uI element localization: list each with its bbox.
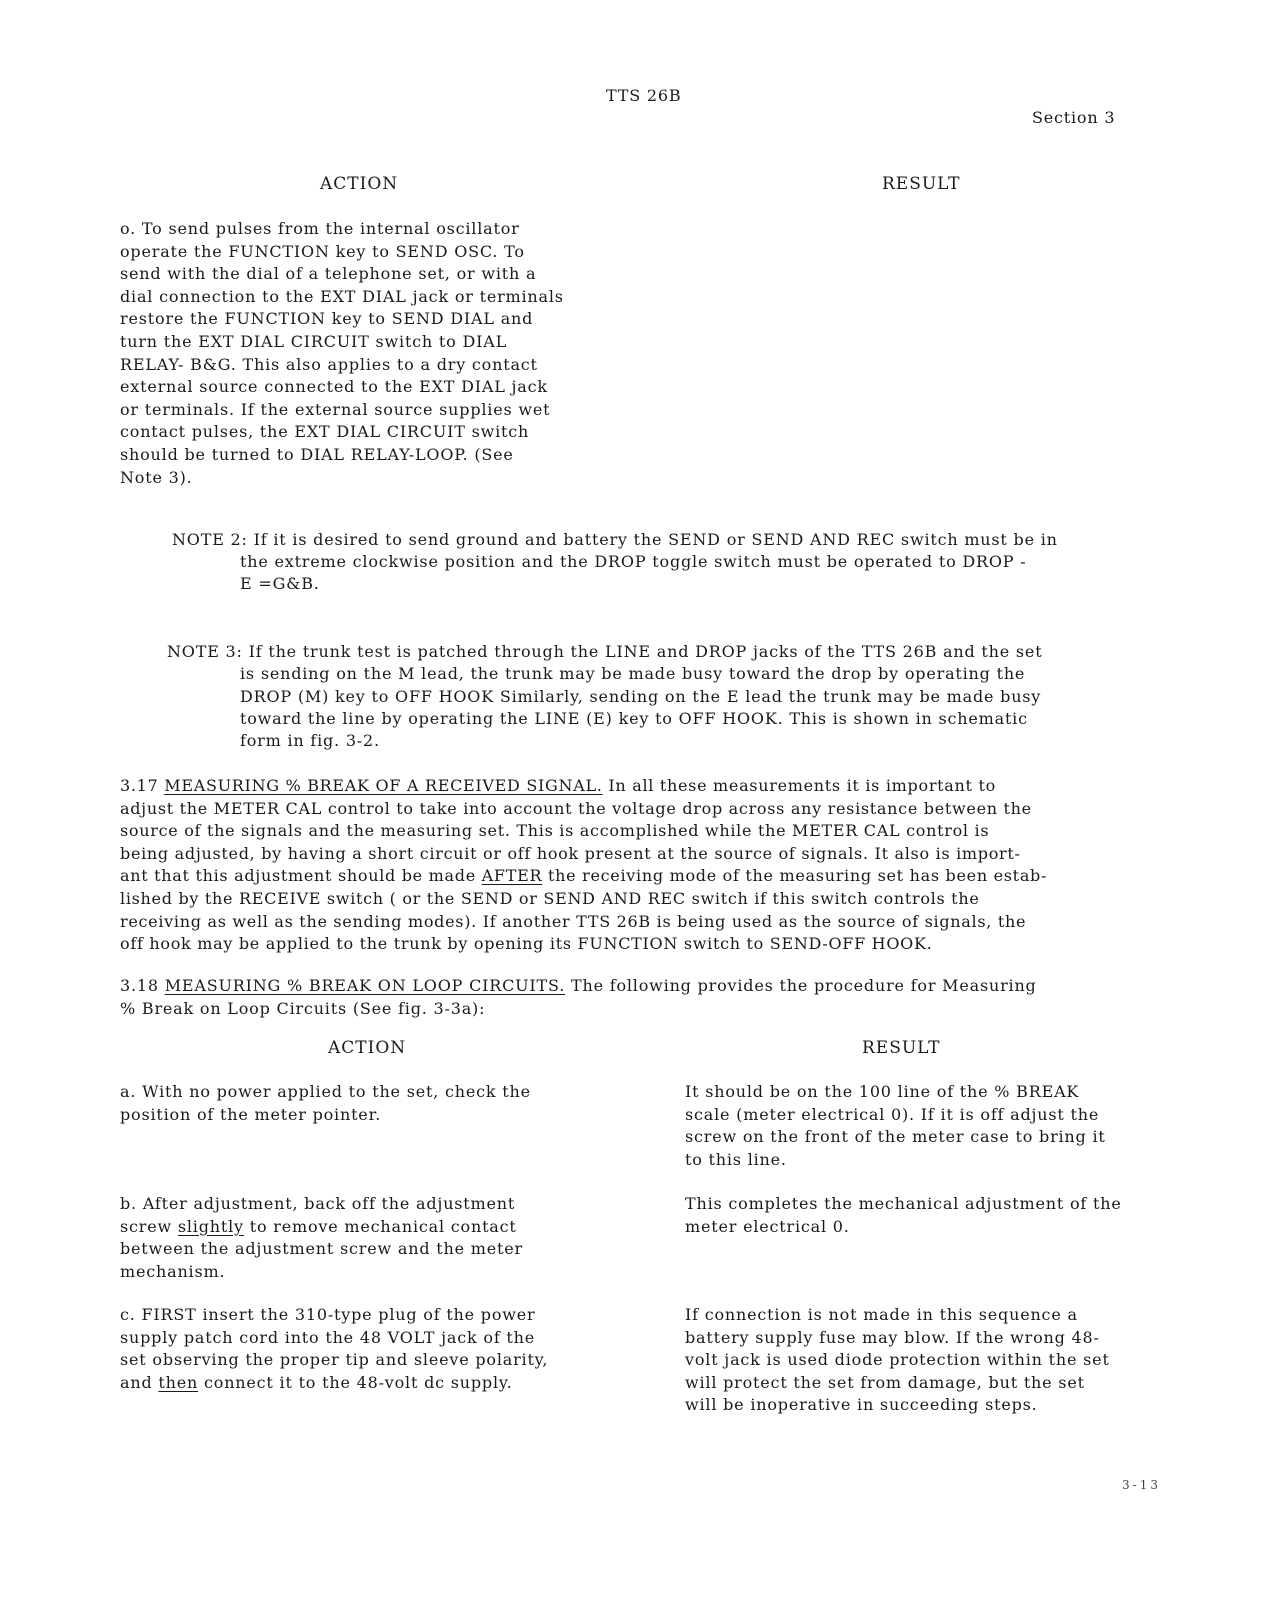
step-c-result: [685, 1304, 1110, 1417]
paragraph-3-18-line: % Break on Loop Circuits (See fig. 3-3a):: [120, 998, 486, 1018]
note-2-line: NOTE 2: If it is desired to send ground and battery the SEND or SEND AND REC switch must be in: [172, 530, 1058, 549]
paragraph-3-18-line: [120, 975, 1037, 998]
action-item-o-line: or terminals. If the external source supplies wet: [120, 399, 551, 419]
result-column-header: RESULT: [882, 174, 961, 194]
action-item-o-line: restore the FUNCTION key to SEND DIAL and: [120, 309, 534, 329]
action-item-o-line: external source connected to the EXT DIAL jack: [120, 377, 548, 397]
action-item-o-line: turn the EXT DIAL CIRCUIT switch to DIAL: [120, 331, 507, 351]
section-label: Section 3: [1032, 108, 1116, 127]
action-item-o-line: Note 3).: [120, 467, 193, 487]
paragraph-title: MEASURING % BREAK ON LOOP CIRCUITS.: [164, 976, 566, 995]
paragraph-3-17-line: adjust the METER CAL control to take into account the voltage drop across any resistance between the: [120, 798, 1032, 818]
step-b-action-line: between the adjustment screw and the meter: [120, 1239, 523, 1259]
step-b-text: to remove mechanical contact: [249, 1216, 517, 1236]
step-a-action-line: position of the meter pointer.: [120, 1104, 382, 1124]
note-3-line: DROP (M) key to OFF HOOK Similarly, sending on the E lead the trunk may be made busy: [240, 687, 1042, 706]
step-b-text: screw: [120, 1216, 172, 1236]
step-c-result-line: will be inoperative in succeeding steps.: [685, 1395, 1038, 1415]
result-column-header: RESULT: [862, 1038, 941, 1058]
paragraph-3-17-line: being adjusted, by having a short circuit or off hook present at the source of signals. It also is import-: [120, 843, 1021, 863]
paragraph-3-17-line: off hook may be applied to the trunk by opening its FUNCTION switch to SEND-OFF HOOK.: [120, 934, 933, 954]
paragraph-text: ant that this adjustment should be made: [120, 866, 476, 886]
step-c-result-line: volt jack is used diode protection within the set: [685, 1350, 1110, 1370]
emphasis-after: AFTER: [481, 866, 543, 886]
note-3-line: toward the line by operating the LINE (E) key to OFF HOOK. This is shown in schematic: [240, 709, 1028, 728]
step-c-text: connect it to the 48-volt dc supply.: [204, 1372, 513, 1392]
paragraph-number: 3.17: [120, 776, 159, 795]
page-number: 3-13: [1122, 1478, 1161, 1492]
action-item-o-line: contact pulses, the EXT DIAL CIRCUIT switch: [120, 422, 530, 442]
step-c-result-line: If connection is not made in this sequence a: [685, 1305, 1078, 1324]
step-a-result: [685, 1081, 1106, 1171]
note-3-line: NOTE 3: If the trunk test is patched through the LINE and DROP jacks of the TTS 26B and the set: [167, 642, 1043, 661]
step-a-result-line: scale (meter electrical 0). If it is off adjust the: [685, 1104, 1100, 1124]
paragraph-text: The following provides the procedure for Measuring: [571, 976, 1037, 995]
step-b-result-line: meter electrical 0.: [685, 1216, 850, 1236]
step-c-action-line: supply patch cord into the 48 VOLT jack of the: [120, 1327, 536, 1347]
note-2-line: E =G&B.: [240, 574, 320, 593]
note-3-line: form in fig. 3-2.: [240, 731, 380, 750]
action-item-o-line: send with the dial of a telephone set, or with a: [120, 264, 537, 284]
paragraph-3-17-line: [120, 865, 1047, 888]
step-b-action-line: mechanism.: [120, 1261, 226, 1281]
paragraph-3-17-line: source of the signals and the measuring set. This is accomplished while the METER CAL control is: [120, 821, 990, 841]
step-a-result-line: screw on the front of the meter case to bring it: [685, 1127, 1106, 1147]
emphasis-then: then: [158, 1372, 199, 1392]
paragraph-3-17-line: receiving as well as the sending modes). If another TTS 26B is being used as the source of signals, the: [120, 911, 1027, 931]
step-c-action-line: [120, 1372, 548, 1395]
action-item-o-line: dial connection to the EXT DIAL jack or terminals: [120, 286, 564, 306]
step-b-result-line: This completes the mechanical adjustment of the: [685, 1194, 1122, 1213]
paragraph-3-18: [120, 975, 1037, 1020]
step-c-result-line: battery supply fuse may blow. If the wrong 48-: [685, 1327, 1100, 1347]
step-a-action: [120, 1081, 531, 1126]
paragraph-3-17: [120, 775, 1047, 956]
emphasis-slightly: slightly: [177, 1216, 244, 1236]
action-item-o-line: RELAY- B&G. This also applies to a dry contact: [120, 354, 538, 374]
action-column-header: ACTION: [328, 1038, 407, 1058]
step-a-result-line: to this line.: [685, 1149, 787, 1169]
paragraph-text: In all these measurements it is important to: [608, 776, 996, 795]
note-3-line: is sending on the M lead, the trunk may be made busy toward the drop by operating the: [240, 664, 1026, 683]
action-column-header: ACTION: [320, 174, 399, 194]
step-b-action: [120, 1193, 523, 1283]
step-b-action-line: b. After adjustment, back off the adjustment: [120, 1194, 516, 1213]
action-item-o-line: should be turned to DIAL RELAY-LOOP. (See: [120, 444, 514, 464]
step-a-action-line: a. With no power applied to the set, check the: [120, 1082, 531, 1101]
step-c-action-line: c. FIRST insert the 310-type plug of the power: [120, 1305, 536, 1324]
step-b-result: [685, 1193, 1122, 1238]
paragraph-title: MEASURING % BREAK OF A RECEIVED SIGNAL.: [164, 776, 603, 795]
step-a-result-line: It should be on the 100 line of the % BREAK: [685, 1082, 1080, 1101]
paragraph-3-17-line: [120, 775, 1047, 798]
step-c-action: [120, 1304, 548, 1394]
step-c-action-line: set observing the proper tip and sleeve polarity,: [120, 1350, 549, 1370]
step-b-action-line: [120, 1216, 523, 1239]
note-2-line: the extreme clockwise position and the DROP toggle switch must be operated to DROP -: [240, 552, 1027, 571]
step-c-text: and: [120, 1372, 153, 1392]
action-item-o-line: o. To send pulses from the internal oscillator: [120, 219, 520, 238]
action-item-o: [120, 218, 564, 489]
document-id: TTS 26B: [606, 86, 682, 105]
paragraph-number: 3.18: [120, 976, 159, 995]
paragraph-text: the receiving mode of the measuring set has been estab-: [548, 866, 1048, 886]
paragraph-3-17-line: lished by the RECEIVE switch ( or the SEND or SEND AND REC switch if this switch controls the: [120, 888, 980, 908]
action-item-o-line: operate the FUNCTION key to SEND OSC. To: [120, 241, 525, 261]
step-c-result-line: will protect the set from damage, but the set: [685, 1372, 1085, 1392]
